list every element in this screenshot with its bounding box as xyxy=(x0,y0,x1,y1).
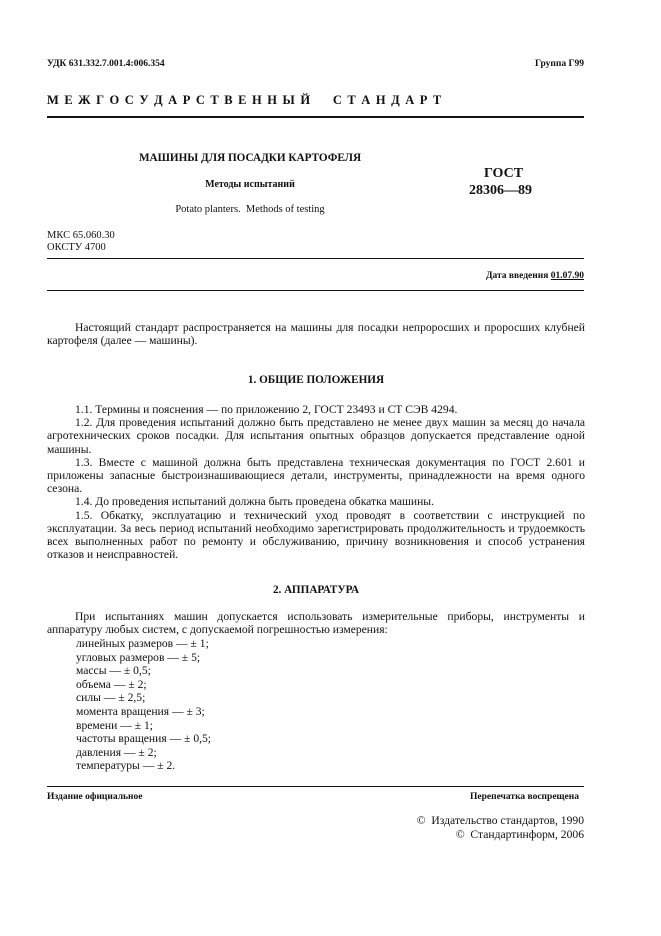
list-item: угловых размеров — ± 5; xyxy=(76,650,201,664)
intro-paragraph xyxy=(47,321,585,347)
title-rule xyxy=(47,258,584,259)
section2-intro-text: При испытаниях машин допускается использовать измерительные приборы, инструменты и аппаратуру любых систем, с допускаемой погрешностью измерения: xyxy=(47,610,585,637)
clause-1-1: 1.1. Термины и пояснения — по приложению 2, ГОСТ 23493 и СТ СЭВ 4294. xyxy=(75,403,458,416)
list-item: частоты вращения — ± 0,5; xyxy=(76,732,212,746)
reprint-notice: Перепечатка воспрещена xyxy=(469,792,579,802)
list-item: силы — ± 2,5; xyxy=(76,691,146,705)
copyright-block xyxy=(417,814,584,841)
banner-rule xyxy=(47,116,584,118)
document-subtitle: Методы испытаний xyxy=(205,179,295,190)
list-item: линейных размеров — ± 1; xyxy=(76,637,209,650)
standard-banner: М Е Ж Г О С У Д А Р С Т В Е Н Н Ы Й С Т А Н Д А Р Т xyxy=(47,93,443,107)
list-item: времени — ± 1; xyxy=(76,718,153,732)
footer-rule xyxy=(47,786,584,787)
tolerance-list xyxy=(76,637,211,773)
intro-date xyxy=(486,271,584,281)
section2-heading: 2. АППАРАТУРА xyxy=(272,584,360,596)
group-code: Группа Г99 xyxy=(535,59,584,69)
clause-1-5: 1.5. Обкатку, эксплуатацию и технический уход проводят в соответствии с инструкцией по эксплуатации. За весь период испытаний необходимо зарегистрировать продолжительность и трудоемкость всех выполненных работ по ремонту и обслуживанию, причину возникновения и способ устранения отказов и неисправностей. xyxy=(47,508,585,562)
copyright-line-2: © Стандартинформ, 2006 xyxy=(455,827,584,841)
list-item: температуры — ± 2. xyxy=(76,759,176,773)
udk-code: УДК 631.332.7.001.4:006.354 xyxy=(47,59,165,69)
intro-date-label: Дата введения xyxy=(485,271,549,281)
section1-heading: 1. ОБЩИЕ ПОЛОЖЕНИЯ xyxy=(247,374,385,386)
intro-text: Настоящий стандарт распространяется на машины для посадки непроросших и проросших клубней картофеля (далее — машины). xyxy=(47,321,585,348)
mks-code: МКС 65.060.30 xyxy=(47,230,115,241)
english-title: Potato planters. Methods of testing xyxy=(175,204,325,215)
okstu-code: ОКСТУ 4700 xyxy=(47,242,106,253)
official-edition: Издание официальное xyxy=(47,792,143,802)
classification-codes xyxy=(47,230,115,254)
document-title: МАШИНЫ ДЛЯ ПОСАДКИ КАРТОФЕЛЯ xyxy=(138,152,362,164)
clause-1-3: 1.3. Вместе с машиной должна быть представлена техническая документация по ГОСТ 2.601 и приложены запасные быстроизнашивающиеся детали, инструменты, принадлежности на время одного сезона. xyxy=(47,455,585,496)
gost-label: ГОСТ xyxy=(484,166,524,181)
section1-body xyxy=(47,403,585,561)
list-item: момента вращения — ± 3; xyxy=(76,704,205,718)
gost-number: 28306—89 xyxy=(469,183,532,198)
clause-1-2: 1.2. Для проведения испытаний должно быть представлено не менее двух машин за месяц до начала агротехнических сроков посадки. Для испытания опытных образцов допускается представление одной машины. xyxy=(47,416,585,456)
list-item: массы — ± 0,5; xyxy=(76,664,151,678)
section2-intro xyxy=(47,610,585,636)
intro-date-value: 01.07.90 xyxy=(550,271,584,281)
clause-1-4: 1.4. До проведения испытаний должна быть проведена обкатка машины. xyxy=(75,495,434,509)
list-item: объема — ± 2; xyxy=(76,677,147,691)
copyright-line-1: © Издательство стандартов, 1990 xyxy=(416,814,584,827)
list-item: давления — ± 2; xyxy=(76,745,157,759)
date-rule xyxy=(47,290,584,291)
